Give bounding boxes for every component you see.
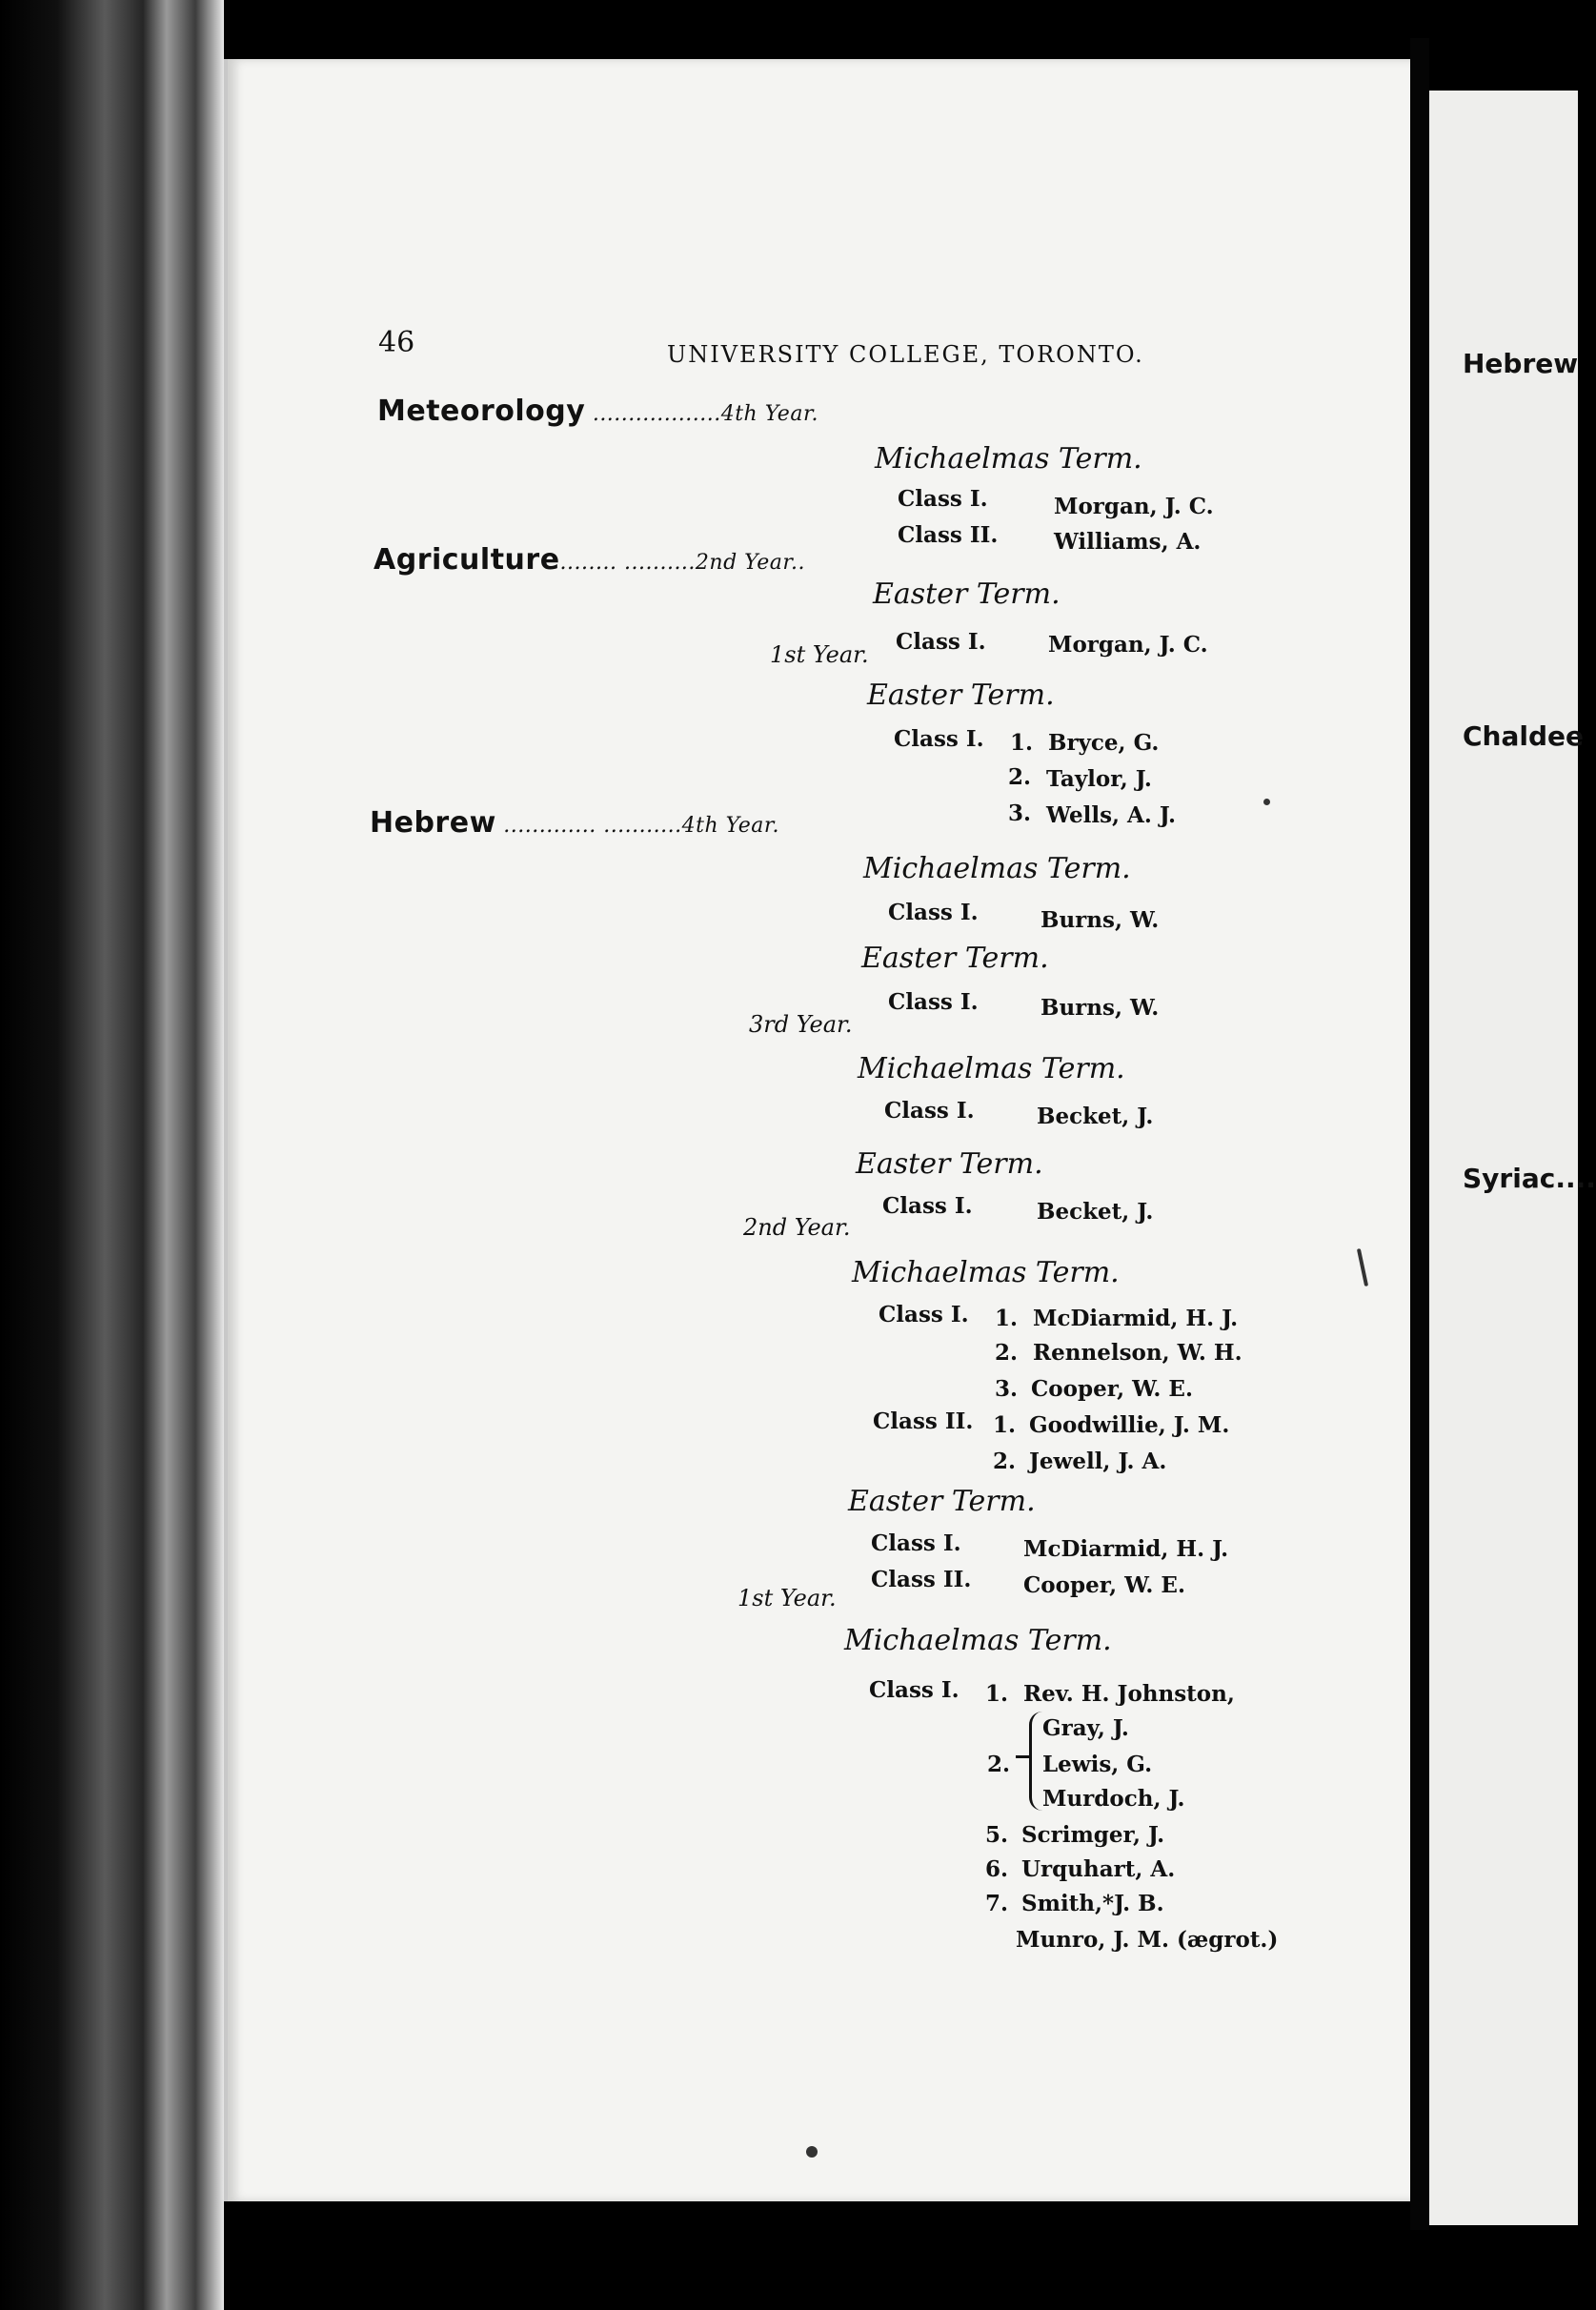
- rank-number: 1.: [993, 1412, 1017, 1438]
- student-name: McDiarmid, H. J.: [1023, 1536, 1229, 1562]
- term-heading: Michaelmas Term.: [863, 852, 1131, 885]
- subject-title-hebrew: [370, 806, 779, 840]
- class-label: Class II.: [873, 1408, 974, 1434]
- document-page: [224, 59, 1414, 2201]
- rank-number: 1.: [1010, 730, 1034, 756]
- student-name: Urquhart, A.: [1021, 1856, 1176, 1882]
- adjacent-page-edge: [1429, 91, 1578, 2225]
- subject-title-meteorology: [377, 395, 818, 428]
- student-name: Becket, J.: [1037, 1199, 1154, 1225]
- year-leader: ........ ..........2nd Year..: [559, 551, 805, 575]
- page-number: 46: [378, 326, 415, 359]
- running-header: UNIVERSITY COLLEGE, TORONTO.: [667, 341, 1144, 368]
- subject-title-agriculture: [374, 543, 805, 577]
- year-label: 3rd Year.: [749, 1011, 853, 1038]
- student-name: Jewell, J. A.: [1029, 1449, 1167, 1474]
- book-binding-edge: [0, 0, 224, 2310]
- student-name: Scrimger, J.: [1021, 1822, 1165, 1848]
- student-name: Burns, W.: [1040, 907, 1160, 933]
- student-name: Goodwillie, J. M.: [1029, 1412, 1230, 1438]
- class-label: Class II.: [898, 522, 999, 548]
- subject-label: Meteorology: [377, 395, 586, 428]
- term-heading: Easter Term.: [861, 942, 1049, 975]
- rank-number: 2.: [987, 1752, 1011, 1777]
- rank-number: 3.: [995, 1376, 1019, 1402]
- rank-number: 6.: [985, 1856, 1009, 1882]
- class-label: Class I.: [884, 1098, 975, 1124]
- term-heading: Easter Term.: [873, 578, 1061, 611]
- rank-number: 2.: [995, 1340, 1019, 1366]
- class-label: Class I.: [882, 1193, 973, 1219]
- student-name: Morgan, J. C.: [1054, 494, 1214, 519]
- term-heading: Michaelmas Term.: [875, 442, 1142, 476]
- subject-label: Agriculture: [374, 543, 560, 577]
- student-name: Lewis, G.: [1042, 1752, 1153, 1777]
- term-heading: Michaelmas Term.: [858, 1052, 1125, 1085]
- student-name: Bryce, G.: [1048, 730, 1160, 756]
- scan-speck: [806, 2146, 818, 2158]
- rank-number: 1.: [995, 1306, 1019, 1331]
- year-label: 1st Year.: [770, 641, 869, 668]
- student-name: Williams, A.: [1054, 529, 1202, 555]
- student-name: Cooper, W. E.: [1031, 1376, 1193, 1402]
- class-label: Class I.: [888, 989, 979, 1015]
- class-label: Class I.: [894, 726, 984, 752]
- student-name: Murdoch, J.: [1042, 1786, 1185, 1812]
- year-leader: ............. ...........4th Year.: [495, 814, 779, 838]
- year-label: 1st Year.: [737, 1585, 837, 1611]
- adjacent-page-word: Chaldee: [1463, 720, 1584, 752]
- student-name: Gray, J.: [1042, 1715, 1129, 1741]
- student-name: Cooper, W. E.: [1023, 1572, 1185, 1598]
- student-name: Burns, W.: [1040, 995, 1160, 1021]
- class-label: Class I.: [871, 1530, 961, 1556]
- page-gutter: [1410, 38, 1429, 2230]
- year-label: 2nd Year.: [743, 1214, 851, 1241]
- class-label: Class I.: [879, 1302, 969, 1327]
- class-label: Class II.: [871, 1567, 972, 1592]
- rank-number: 1.: [985, 1681, 1009, 1707]
- student-name: Rev. H. Johnston,: [1023, 1681, 1235, 1707]
- scan-speck: [1263, 799, 1270, 805]
- rank-number: 5.: [985, 1822, 1009, 1848]
- student-name: Smith,*J. B.: [1021, 1891, 1164, 1916]
- term-heading: Michaelmas Term.: [852, 1256, 1120, 1289]
- adjacent-page-word: Syriac....: [1463, 1163, 1596, 1194]
- rank-number: 3.: [1008, 800, 1032, 826]
- rank-number: 2.: [1008, 764, 1032, 790]
- term-heading: Easter Term.: [856, 1147, 1043, 1181]
- student-name: Taylor, J.: [1046, 766, 1152, 792]
- student-name: Wells, A. J.: [1046, 802, 1176, 828]
- rank-number: 7.: [985, 1891, 1009, 1916]
- student-name: Munro, J. M. (ægrot.): [1016, 1927, 1279, 1953]
- year-leader: ..................4th Year.: [585, 402, 819, 426]
- class-label: Class I.: [896, 629, 986, 655]
- subject-label: Hebrew: [370, 806, 496, 840]
- class-label: Class I.: [888, 900, 979, 925]
- student-name: McDiarmid, H. J.: [1033, 1306, 1239, 1331]
- rank-number: 2.: [993, 1449, 1017, 1474]
- student-name: Morgan, J. C.: [1048, 632, 1208, 658]
- term-heading: Easter Term.: [867, 679, 1055, 712]
- class-label: Class I.: [898, 486, 988, 512]
- term-heading: Michaelmas Term.: [844, 1624, 1112, 1657]
- class-label: Class I.: [869, 1677, 960, 1703]
- student-name: Rennelson, W. H.: [1033, 1340, 1242, 1366]
- adjacent-page-word: Hebrew: [1463, 348, 1579, 379]
- term-heading: Easter Term.: [848, 1485, 1036, 1518]
- student-name: Becket, J.: [1037, 1104, 1154, 1129]
